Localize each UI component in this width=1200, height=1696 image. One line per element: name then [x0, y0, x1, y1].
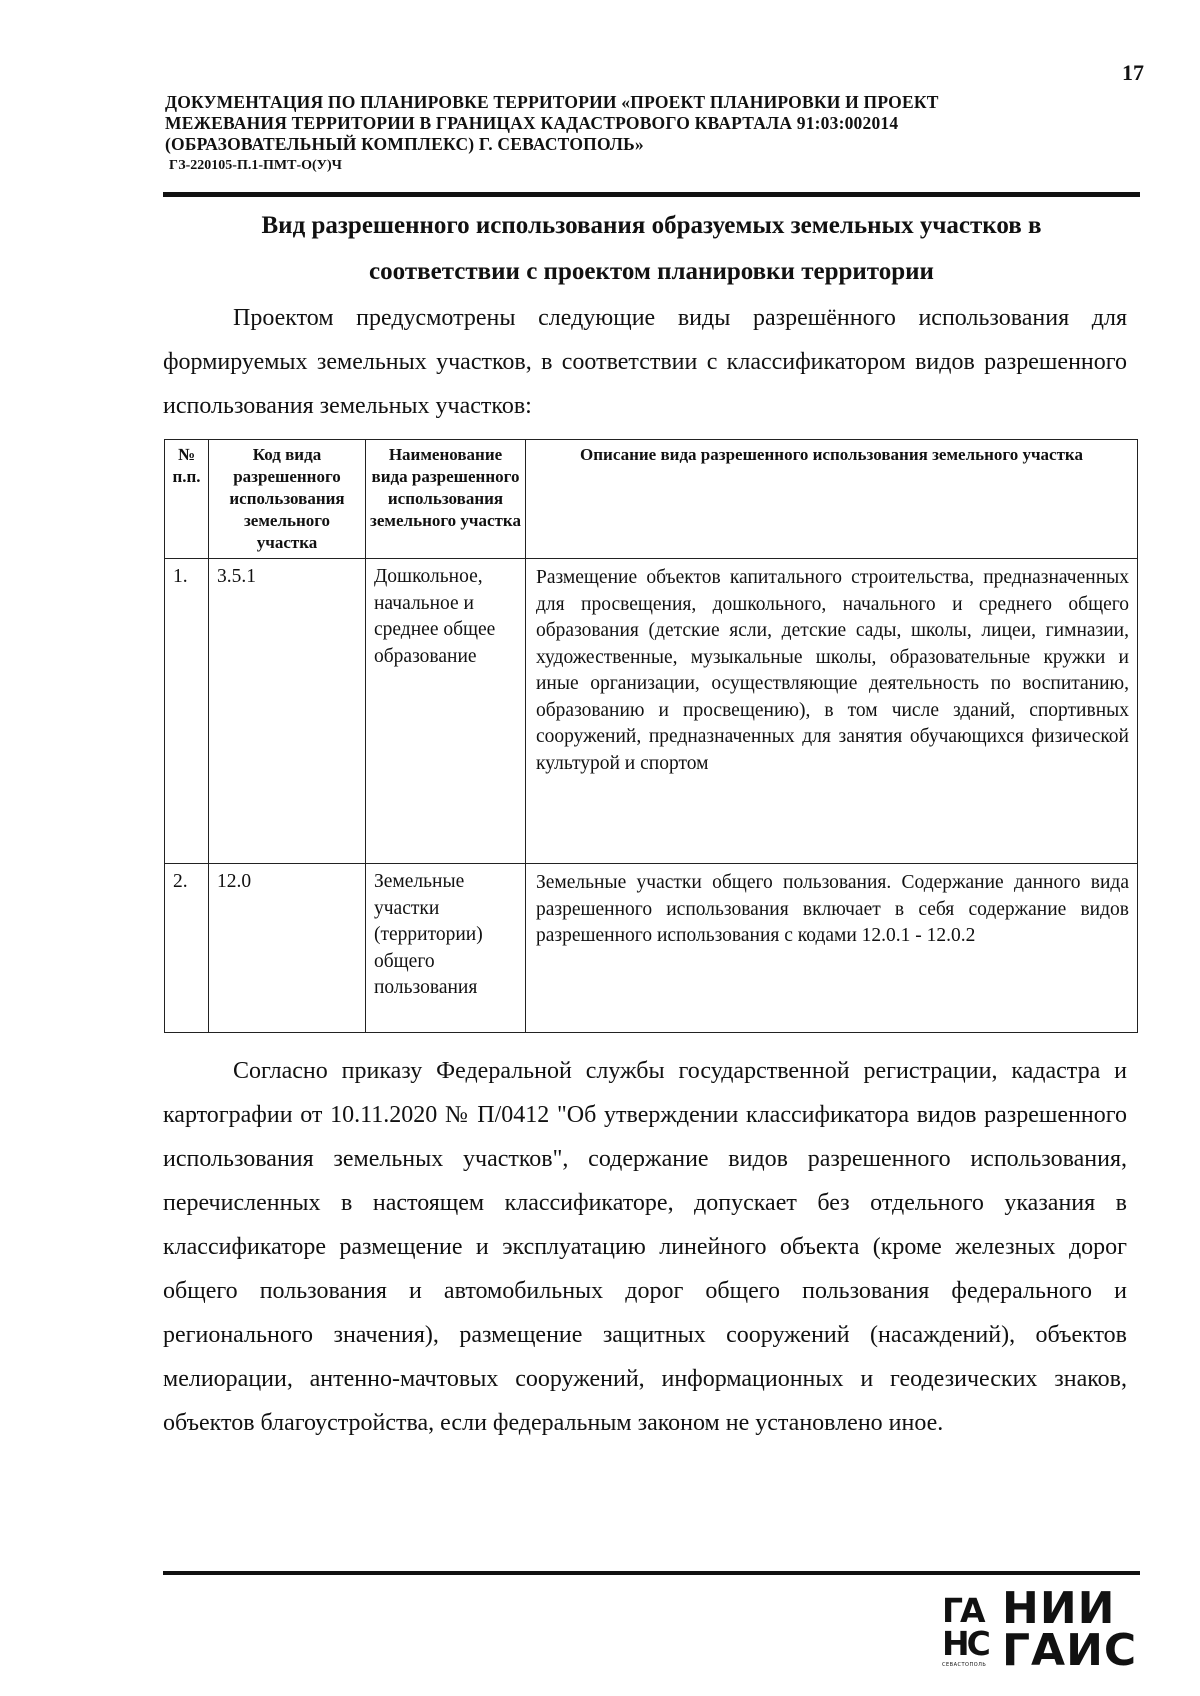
header-code: Код вида разрешенного использования земельного участка — [209, 440, 366, 559]
page-number: 17 — [1122, 60, 1144, 85]
header-line-3: (ОБРАЗОВАТЕЛЬНЫЙ КОМПЛЕКС) Г. СЕВАСТОПОЛЬ» — [165, 134, 644, 154]
document-code: ГЗ-220105-П.1-ПМТ-О(У)Ч — [169, 158, 342, 173]
table-header-row — [165, 440, 1138, 559]
section-title-line-1: Вид разрешенного использования образуемых земельных участков в — [261, 212, 1042, 239]
table-row — [165, 864, 1138, 1033]
logo-text-line-2: ГАИС — [1002, 1625, 1138, 1676]
header-line-1: ДОКУМЕНТАЦИЯ ПО ПЛАНИРОВКЕ ТЕРРИТОРИИ «ПРОЕКТ ПЛАНИРОВКИ И ПРОЕКТ — [165, 92, 939, 112]
header-divider — [163, 192, 1140, 197]
row-description: Земельные участки общего пользования. Содержание данного вида разрешенного использования включает в себя содержание видов разрешенного использования с кодами 12.0.1 - 12.0.2 — [526, 864, 1138, 1033]
section-title — [163, 203, 1140, 295]
document-header — [165, 92, 1065, 175]
section-title-line-2: соответствии с проектом планировки территории — [369, 258, 934, 285]
logo-mark-icon — [942, 1591, 994, 1668]
footer-divider — [163, 1571, 1140, 1575]
row-description: Размещение объектов капитального строительства, предназначенных для просвещения, дошкольного, начального и среднего общего образования (детские ясли, детские сады, школы, лицеи, гимназии, художественные, музыкальные школы, образовательные кружки и иные организации, осуществляющие деятельность по воспитанию, образованию и просвещению), в том числе зданий, спортивных сооружений, предназначенных для занятия обучающихся физической культурой и спортом — [526, 559, 1138, 864]
row-name: Дошкольное, начальное и среднее общее образование — [366, 559, 526, 864]
header-num: № п.п. — [165, 440, 209, 559]
logo-text-line-1: НИИ — [1002, 1583, 1116, 1634]
row-code: 3.5.1 — [209, 559, 366, 864]
closing-paragraph: Согласно приказу Федеральной службы государственной регистрации, кадастра и картографии от 10.11.2020 № П/0412 "Об утверждении классификатора видов разрешенного использования земельных участков", содержание видов разрешенного использования, перечисленных в настоящем классификаторе, допускает без отдельного указания в классификаторе размещение и эксплуатацию линейного объекта (кроме железных дорог общего пользования и автомобильных дорог общего пользования федерального и регионального значения), размещение защитных сооружений (насаждений), объектов мелиорации, антенно-мачтовых сооружений, информационных и геодезических знаков, объектов благоустройства, если федеральным законом не установлено иное. — [163, 1058, 1127, 1436]
logo-mark-top: ГА — [942, 1591, 983, 1630]
row-code: 12.0 — [209, 864, 366, 1033]
intro-paragraph: Проектом предусмотрены следующие виды разрешённого использования для формируемых земельных участков, в соответствии с классификатором видов разрешенного использования земельных участков: — [163, 305, 1127, 419]
logo-text — [1002, 1583, 1138, 1676]
logo-mark-city: СЕВАСТОПОЛЬ — [942, 1662, 987, 1668]
land-use-table — [164, 439, 1138, 1033]
header-name: Наименование вида разрешенного использования земельного участка — [366, 440, 526, 559]
table-row — [165, 559, 1138, 864]
header-description: Описание вида разрешенного использования земельного участка — [526, 440, 1138, 559]
header-line-2: МЕЖЕВАНИЯ ТЕРРИТОРИИ В ГРАНИЦАХ КАДАСТРОВОГО КВАРТАЛА 91:03:002014 — [165, 113, 899, 133]
row-name: Земельные участки (территории) общего пользования — [366, 864, 526, 1033]
logo-mark-bottom: НС — [942, 1624, 988, 1663]
row-num: 2. — [165, 864, 209, 1033]
row-num: 1. — [165, 559, 209, 864]
nii-gais-logo — [942, 1583, 1138, 1678]
